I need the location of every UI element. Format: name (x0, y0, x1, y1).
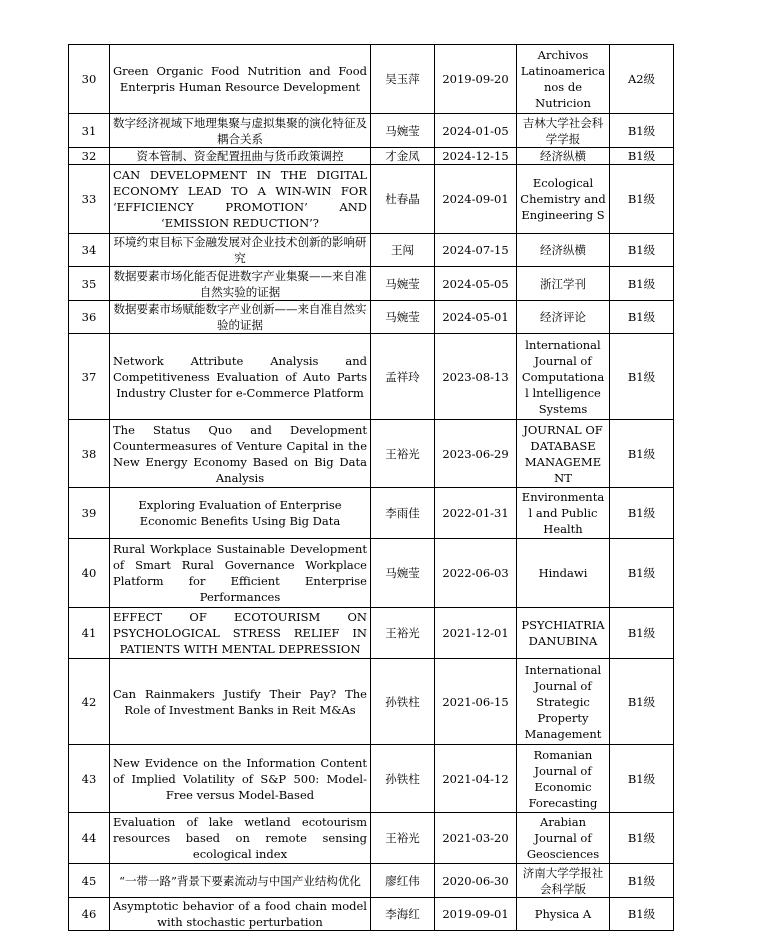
table-row (69, 488, 674, 539)
journal-name: PSYCHIATRIA DANUBINA (517, 608, 610, 659)
publication-table (68, 44, 674, 931)
publish-date: 2019-09-01 (435, 898, 517, 931)
paper-title: “一带一路”背景下要素流动与中国产业结构优化 (110, 864, 371, 898)
publish-date: 2024-09-01 (435, 165, 517, 234)
author-name: 王裕光 (371, 420, 435, 488)
journal-level: A2级 (610, 45, 674, 114)
author-name: 孟祥玲 (371, 334, 435, 420)
paper-title: The Status Quo and Development Countermeasures of Venture Capital in the New Energy Economy Based on Big Data Analysis (110, 420, 371, 488)
publish-date: 2024-12-15 (435, 148, 517, 165)
table-row (69, 165, 674, 234)
journal-name: Archivos Latinoamerica nos de Nutricion (517, 45, 610, 114)
row-number: 46 (69, 898, 110, 931)
journal-name: Environmental and Public Health (517, 488, 610, 539)
journal-level: B1级 (610, 148, 674, 165)
journal-level: B1级 (610, 234, 674, 267)
paper-title: EFFECT OF ECOTOURISM ON PSYCHOLOGICAL STRESS RELIEF IN PATIENTS WITH MENTAL DEPRESSION (110, 608, 371, 659)
journal-level: B1级 (610, 539, 674, 608)
row-number: 45 (69, 864, 110, 898)
publish-date: 2021-04-12 (435, 745, 517, 813)
paper-title: Can Rainmakers Justify Their Pay? The Role of Investment Banks in Reit M&As (110, 659, 371, 745)
table-row (69, 45, 674, 114)
table-row (69, 864, 674, 898)
author-name: 王闯 (371, 234, 435, 267)
paper-title: 环境约束目标下金融发展对企业技术创新的影响研究 (110, 234, 371, 267)
journal-name: 浙江学刊 (517, 267, 610, 301)
journal-level: B1级 (610, 745, 674, 813)
table-row (69, 608, 674, 659)
paper-title: 数字经济视域下地理集聚与虚拟集聚的演化特征及耦合关系 (110, 114, 371, 148)
paper-title: CAN DEVELOPMENT IN THE DIGITAL ECONOMY LEAD TO A WIN-WIN FOR ‘EFFICIENCY PROMOTION’ AND ‘EMISSION REDUCTION’? (110, 165, 371, 234)
journal-name: 济南大学学报社会科学版 (517, 864, 610, 898)
row-number: 33 (69, 165, 110, 234)
journal-level: B1级 (610, 301, 674, 334)
table-row (69, 267, 674, 301)
paper-title: Network Attribute Analysis and Competitiveness Evaluation of Auto Parts Industry Cluster for e-Commerce Platform (110, 334, 371, 420)
paper-title: 数据要素市场化能否促进数字产业集聚——来自准自然实验的证据 (110, 267, 371, 301)
publish-date: 2023-06-29 (435, 420, 517, 488)
table-row (69, 745, 674, 813)
author-name: 马婉莹 (371, 267, 435, 301)
publication-table-body (69, 45, 674, 931)
author-name: 马婉莹 (371, 114, 435, 148)
author-name: 吴玉萍 (371, 45, 435, 114)
table-row (69, 420, 674, 488)
row-number: 40 (69, 539, 110, 608)
table-row (69, 234, 674, 267)
row-number: 35 (69, 267, 110, 301)
table-row (69, 148, 674, 165)
journal-level: B1级 (610, 165, 674, 234)
paper-title: Exploring Evaluation of Enterprise Economic Benefits Using Big Data (110, 488, 371, 539)
paper-title: Asymptotic behavior of a food chain model with stochastic perturbation (110, 898, 371, 931)
author-name: 马婉莹 (371, 301, 435, 334)
author-name: 廖红伟 (371, 864, 435, 898)
row-number: 32 (69, 148, 110, 165)
table-row (69, 813, 674, 864)
journal-name: 吉林大学社会科学学报 (517, 114, 610, 148)
paper-title: 数据要素市场赋能数字产业创新——来自准自然实验的证据 (110, 301, 371, 334)
row-number: 39 (69, 488, 110, 539)
row-number: 37 (69, 334, 110, 420)
author-name: 王裕光 (371, 813, 435, 864)
journal-level: B1级 (610, 114, 674, 148)
publish-date: 2020-06-30 (435, 864, 517, 898)
journal-name: Hindawi (517, 539, 610, 608)
journal-name: Ecological Chemistry and Engineering S (517, 165, 610, 234)
author-name: 杜春晶 (371, 165, 435, 234)
journal-name: 经济纵横 (517, 148, 610, 165)
paper-title: Evaluation of lake wetland ecotourism resources based on remote sensing ecological index (110, 813, 371, 864)
journal-level: B1级 (610, 659, 674, 745)
publish-date: 2021-12-01 (435, 608, 517, 659)
paper-title: Rural Workplace Sustainable Development of Smart Rural Governance Workplace Platform for Efficient Enterprise Performances (110, 539, 371, 608)
paper-title: New Evidence on the Information Content of Implied Volatility of S&P 500: Model-Free versus Model-Based (110, 745, 371, 813)
paper-title: Green Organic Food Nutrition and Food Enterpris Human Resource Development (110, 45, 371, 114)
journal-level: B1级 (610, 813, 674, 864)
publish-date: 2024-01-05 (435, 114, 517, 148)
journal-level: B1级 (610, 864, 674, 898)
journal-level: B1级 (610, 898, 674, 931)
publish-date: 2024-05-01 (435, 301, 517, 334)
row-number: 36 (69, 301, 110, 334)
author-name: 王裕光 (371, 608, 435, 659)
row-number: 38 (69, 420, 110, 488)
author-name: 孙铁柱 (371, 745, 435, 813)
publish-date: 2019-09-20 (435, 45, 517, 114)
journal-level: B1级 (610, 334, 674, 420)
table-row (69, 334, 674, 420)
row-number: 31 (69, 114, 110, 148)
journal-name: Arabian Journal of Geosciences (517, 813, 610, 864)
journal-level: B1级 (610, 420, 674, 488)
publish-date: 2024-07-15 (435, 234, 517, 267)
journal-name: JOURNAL OF DATABASE MANAGEMENT (517, 420, 610, 488)
row-number: 42 (69, 659, 110, 745)
journal-name: 经济评论 (517, 301, 610, 334)
row-number: 34 (69, 234, 110, 267)
journal-name: International Journal of Strategic Property Management (517, 659, 610, 745)
table-row (69, 659, 674, 745)
row-number: 44 (69, 813, 110, 864)
author-name: 马婉莹 (371, 539, 435, 608)
journal-level: B1级 (610, 267, 674, 301)
publish-date: 2023-08-13 (435, 334, 517, 420)
journal-level: B1级 (610, 488, 674, 539)
publish-date: 2022-01-31 (435, 488, 517, 539)
publish-date: 2021-03-20 (435, 813, 517, 864)
journal-level: B1级 (610, 608, 674, 659)
author-name: 才金凤 (371, 148, 435, 165)
author-name: 李雨佳 (371, 488, 435, 539)
row-number: 41 (69, 608, 110, 659)
paper-title: 资本管制、资金配置扭曲与货币政策调控 (110, 148, 371, 165)
journal-name: lnternational Journal of Computational lntelligence Systems (517, 334, 610, 420)
author-name: 李海红 (371, 898, 435, 931)
row-number: 43 (69, 745, 110, 813)
author-name: 孙铁柱 (371, 659, 435, 745)
table-row (69, 898, 674, 931)
table-row (69, 114, 674, 148)
row-number: 30 (69, 45, 110, 114)
publish-date: 2021-06-15 (435, 659, 517, 745)
journal-name: Physica A (517, 898, 610, 931)
journal-name: 经济纵横 (517, 234, 610, 267)
publish-date: 2024-05-05 (435, 267, 517, 301)
publish-date: 2022-06-03 (435, 539, 517, 608)
table-row (69, 301, 674, 334)
table-row (69, 539, 674, 608)
journal-name: Romanian Journal of Economic Forecasting (517, 745, 610, 813)
